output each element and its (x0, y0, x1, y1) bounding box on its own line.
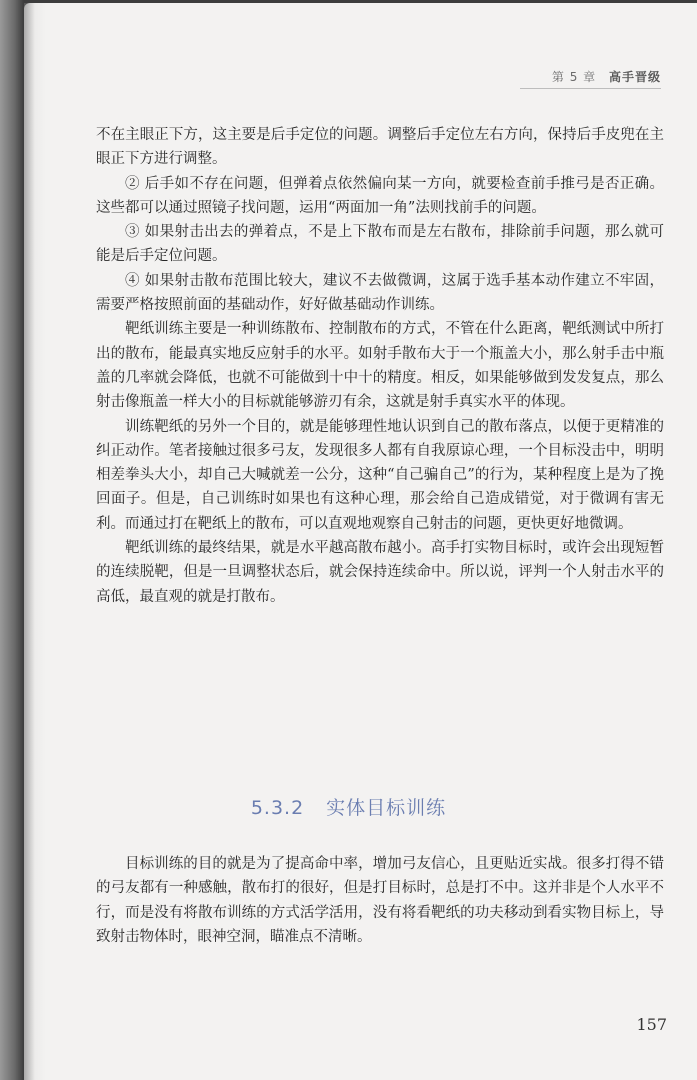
page-number: 157 (636, 1015, 667, 1034)
section-heading (0, 793, 697, 820)
section-number: 5.3.2 (250, 797, 305, 819)
book-spine-edge (0, 0, 24, 1080)
paragraph-item-3: ③ 如果射击出去的弹着点，不是上下散布而是左右散布，排除前手问题，那么就可能是后手定位问题。 (96, 224, 664, 265)
chapter-label: 第 5 章 (551, 70, 597, 84)
body-text (96, 123, 664, 609)
header-rule (520, 88, 661, 89)
running-header (544, 68, 661, 85)
paragraph: 训练靶纸的另外一个目的，就是能够理性地认识到自己的散布落点，以便于更精准的纠正动作。笔者接触过很多弓友，发现很多人都有自我原谅心理，一个目标没击中，明明相差拳头大小，却自己大喊就差一公分，这种“自己骗自己”的行为，某种程度上是为了挽回面子。但是，自己训练时如果也有这种心理，那会给自己造成错觉，对于微调有害无利。而通过打在靶纸上的散布，可以直观地观察自己射击的问题，更快更好地微调。 (96, 418, 664, 532)
paragraph: 靶纸训练主要是一种训练散布、控制散布的方式，不管在什么距离，靶纸测试中所打出的散布，能最真实地反应射手的水平。如射手散布大于一个瓶盖大小，那么射手击中瓶盖的几率就会降低，也就不可能做到十中十的精度。相反，如果能够做到发发复点，那么射击像瓶盖一样大小的目标就能够游刃有余，这就是射手真实水平的体现。 (96, 321, 664, 411)
gutter-shadow (24, 3, 46, 1080)
paragraph-item-4: ④ 如果射击散布范围比较大，建议不去做微调，这属于选手基本动作建立不牢固，需要严格按照前面的基础动作，好好做基础动作训练。 (96, 272, 664, 314)
section-body-text (96, 852, 664, 949)
chapter-title: 高手晋级 (608, 70, 661, 84)
paragraph-item-2: ② 后手如不存在问题，但弹着点依然偏向某一方向，就要检查前手推弓是否正确。这些都可以通过照镜子找问题，运用“两面加一角”法则找前手的问题。 (96, 175, 664, 216)
paragraph: 靶纸训练的最终结果，就是水平越高散布越小。高手打实物目标时，或许会出现短暂的连续脱靶，但是一旦调整状态后，就会保持连续命中。所以说，评判一个人射击水平的高低，最直观的就是打散布。 (96, 540, 664, 605)
paragraph-continuation: 不在主眼正下方，这主要是后手定位的问题。调整后手定位左右方向，保持后手皮兜在主眼正下方进行调整。 (96, 127, 664, 168)
section-title: 实体目标训练 (326, 797, 447, 819)
paragraph: 目标训练的目的就是为了提高命中率，增加弓友信心，且更贴近实战。很多打得不错的弓友都有一种感触，散布打的很好，但是打目标时，总是打不中。这并非是个人水平不行，而是没有将散布训练的方式活学活用，没有将看靶纸的功夫移动到看实物目标上，导致射击物体时，眼神空洞，瞄准点不清晰。 (96, 856, 664, 945)
